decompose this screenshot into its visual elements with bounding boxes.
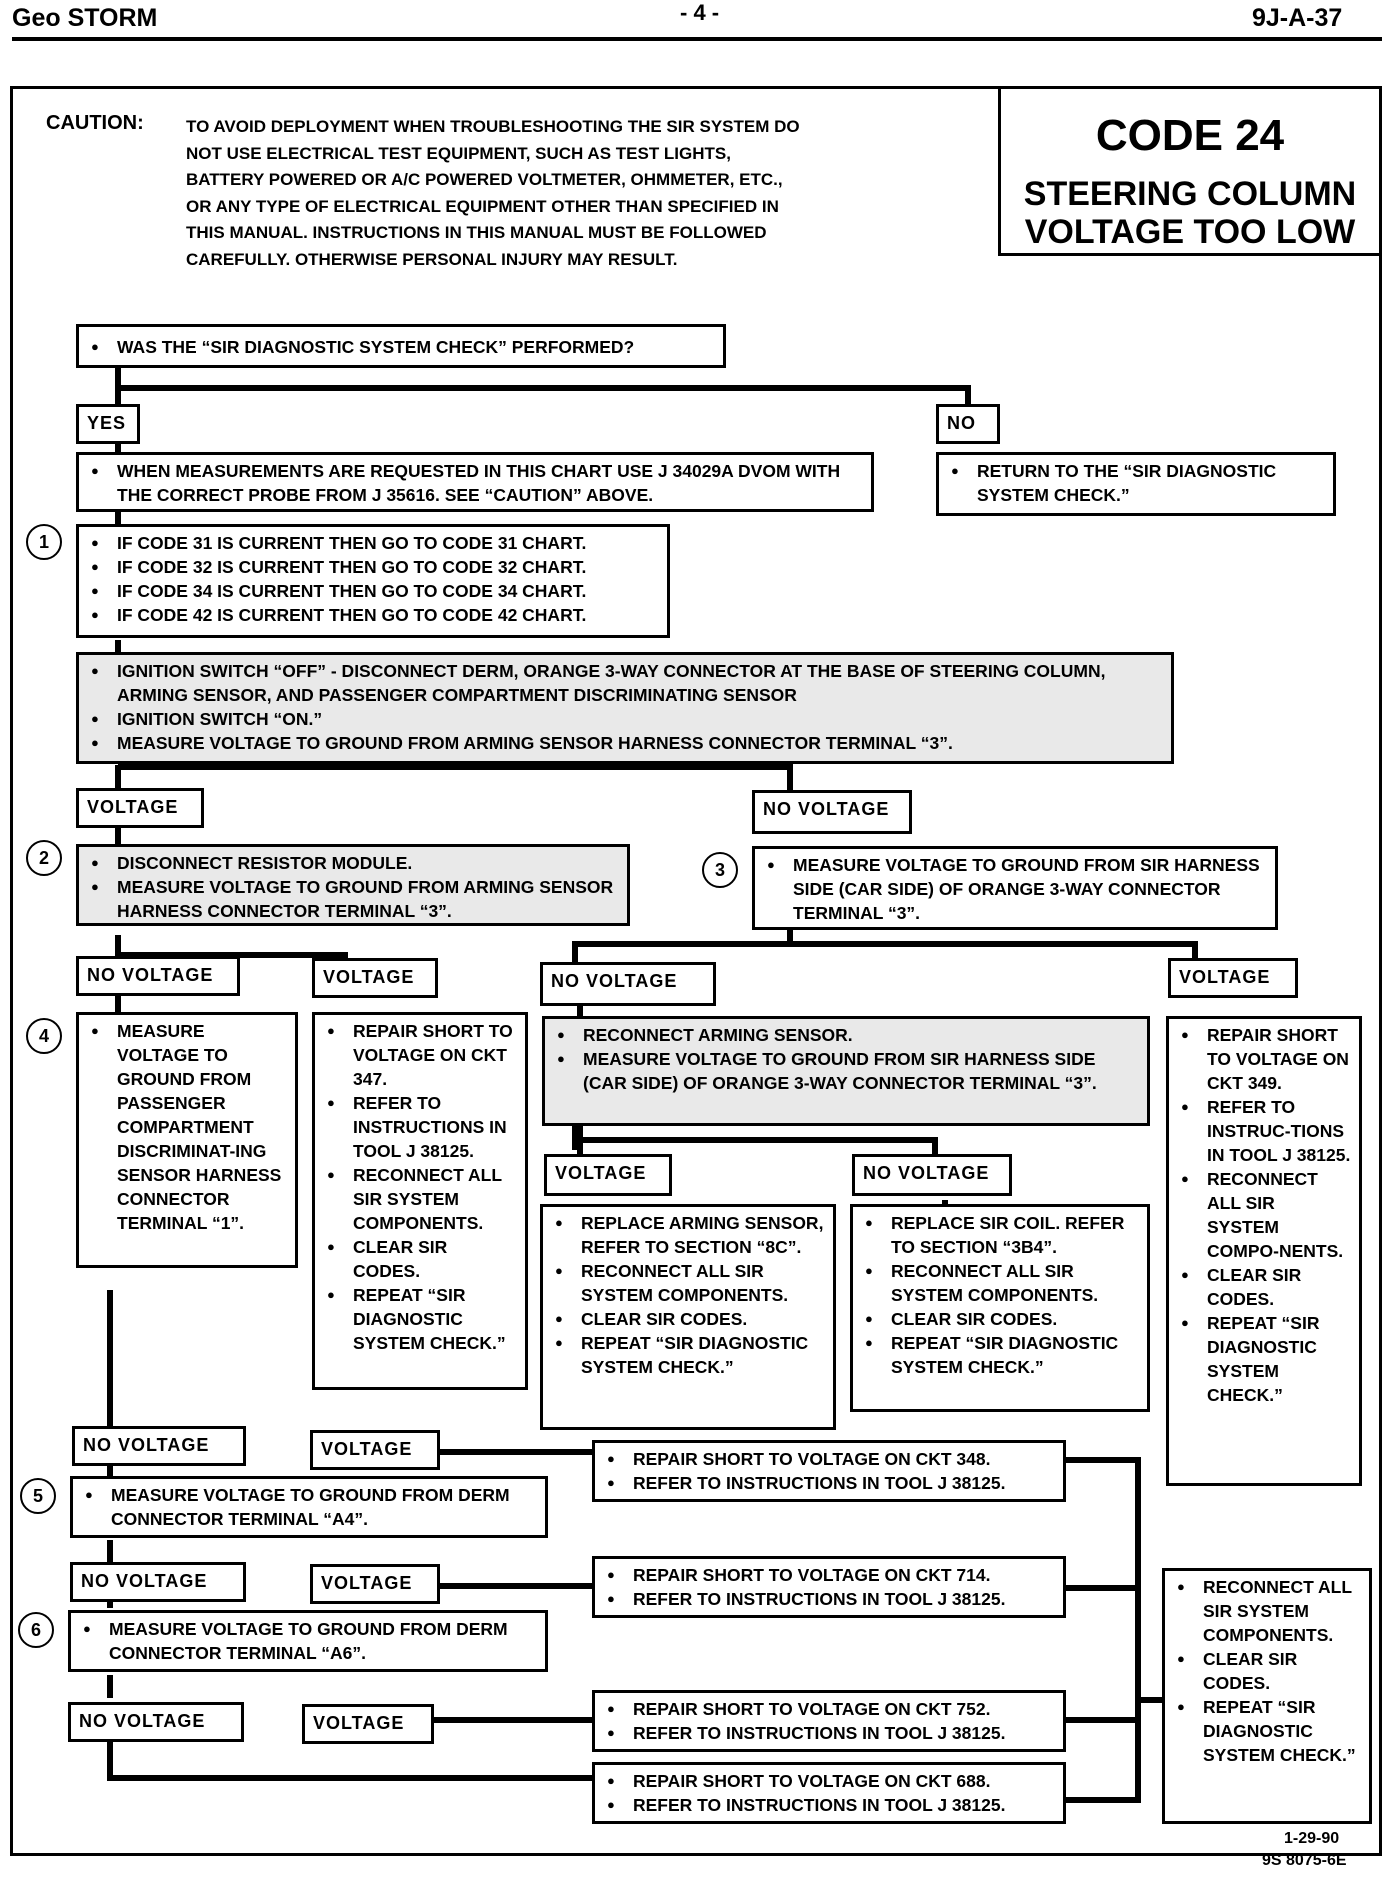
step2-box: ● DISCONNECT RESISTOR MODULE. ● MEASURE VOLTAGE TO GROUND FROM ARMING SENSOR HARNESS CONNECTOR TERMINAL “3”. (76, 844, 630, 926)
voltage-label-a: VOLTAGE (76, 788, 204, 828)
repair-ckt714-box: ● REPAIR SHORT TO VOLTAGE ON CKT 714. ● REFER TO INSTRUCTIONS IN TOOL J 38125. (592, 1556, 1066, 1618)
code-description-line1: STEERING COLUMN (1023, 175, 1357, 213)
dvom-note-box: ● WHEN MEASUREMENTS ARE REQUESTED IN THIS CHART USE J 34029A DVOM WITH THE CORRECT PROBE FROM J 35616. SEE “CAUTION” ABOVE. (76, 452, 874, 512)
repair-ckt347-box: ● REPAIR SHORT TO VOLTAGE ON CKT 347. ● REFER TO INSTRUCTIONS IN TOOL J 38125. ● RECONNECT ALL SIR SYSTEM COMPONENTS. ● CLEAR SIR CODES. ● REPEAT “SIR DIAGNOSTIC SYSTEM CHECK.” (312, 1012, 528, 1390)
no-voltage-label-d: NO VOLTAGE (852, 1154, 1012, 1196)
repair-ckt688-box: ● REPAIR SHORT TO VOLTAGE ON CKT 688. ● REFER TO INSTRUCTIONS IN TOOL J 38125. (592, 1762, 1066, 1824)
repair-ckt752-box: ● REPAIR SHORT TO VOLTAGE ON CKT 752. ● REFER TO INSTRUCTIONS IN TOOL J 38125. (592, 1690, 1066, 1752)
step-circle-5: 5 (20, 1478, 56, 1514)
sir-check-question: ● WAS THE “SIR DIAGNOSTIC SYSTEM CHECK” PERFORMED? (76, 324, 726, 368)
header-page-number: - 4 - (680, 0, 720, 25)
footer-doc-code: 9S 8075-6E (1262, 1852, 1347, 1869)
voltage-label-g: VOLTAGE (302, 1704, 434, 1744)
header-section-code: 9J-A-37 (1252, 4, 1343, 32)
no-voltage-label-e: NO VOLTAGE (72, 1426, 246, 1466)
step-circle-3: 3 (702, 852, 738, 888)
voltage-label-d: VOLTAGE (544, 1154, 672, 1196)
no-voltage-label-a: NO VOLTAGE (752, 790, 912, 834)
yes-label: YES (76, 404, 140, 444)
footer-date: 1-29-90 (1284, 1830, 1340, 1847)
step4-box: ● MEASURE VOLTAGE TO GROUND FROM PASSENGER COMPARTMENT DISCRIMINAT-ING SENSOR HARNESS CONNECTOR TERMINAL “1”. (76, 1012, 298, 1268)
step-circle-6: 6 (18, 1612, 54, 1648)
voltage-label-b: VOLTAGE (312, 958, 438, 998)
step-circle-2: 2 (26, 840, 62, 876)
step5-box: ● MEASURE VOLTAGE TO GROUND FROM DERM CONNECTOR TERMINAL “A4”. (70, 1476, 548, 1538)
no-voltage-label-c: NO VOLTAGE (540, 962, 716, 1006)
replace-sir-coil-box: ● REPLACE SIR COIL. REFER TO SECTION “3B4”. ● RECONNECT ALL SIR SYSTEM COMPONENTS. ● CLEAR SIR CODES. ● REPEAT “SIR DIAGNOSTIC SYSTEM CHECK.” (850, 1204, 1150, 1412)
voltage-label-f: VOLTAGE (310, 1564, 440, 1604)
voltage-label-c: VOLTAGE (1168, 958, 1298, 998)
header-model: Geo STORM (12, 4, 158, 32)
no-voltage-label-f: NO VOLTAGE (70, 1562, 246, 1602)
no-voltage-label-g: NO VOLTAGE (68, 1702, 244, 1742)
final-reconnect-box: ● RECONNECT ALL SIR SYSTEM COMPONENTS. ● CLEAR SIR CODES. ● REPEAT “SIR DIAGNOSTIC SYSTEM CHECK.” (1162, 1568, 1372, 1824)
return-check-box: ● RETURN TO THE “SIR DIAGNOSTIC SYSTEM CHECK.” (936, 452, 1336, 516)
replace-arming-box: ● REPLACE ARMING SENSOR, REFER TO SECTION “8C”. ● RECONNECT ALL SIR SYSTEM COMPONENTS. ● CLEAR SIR CODES. ● REPEAT “SIR DIAGNOSTIC SYSTEM CHECK.” (540, 1204, 836, 1430)
code-title-box (998, 86, 1382, 256)
caution-text: TO AVOID DEPLOYMENT WHEN TROUBLESHOOTING THE SIR SYSTEM DO NOT USE ELECTRICAL TEST EQUIPMENT, SUCH AS TEST LIGHTS, BATTERY POWERED OR A/C POWERED VOLTMETER, OHMMETER, ETC., OR ANY TYPE OF ELECTRICAL EQUIPMENT OTHER THAN SPECIFIED IN THIS MANUAL. INSTRUCTIONS IN THIS MANUAL MUST BE FOLLOWED CAREFULLY. OTHERWISE PERSONAL INJURY MAY RESULT. (186, 117, 800, 269)
repair-ckt348-box: ● REPAIR SHORT TO VOLTAGE ON CKT 348. ● REFER TO INSTRUCTIONS IN TOOL J 38125. (592, 1440, 1066, 1502)
reconnect-arming-box: ● RECONNECT ARMING SENSOR. ● MEASURE VOLTAGE TO GROUND FROM SIR HARNESS SIDE (CAR SIDE) OF ORANGE 3-WAY CONNECTOR TERMINAL “3”. (542, 1016, 1150, 1126)
step-circle-1: 1 (26, 524, 62, 560)
caution-label: CAUTION: (46, 112, 144, 134)
step1-code-box: ● IF CODE 31 IS CURRENT THEN GO TO CODE 31 CHART. ● IF CODE 32 IS CURRENT THEN GO TO CODE 32 CHART. ● IF CODE 34 IS CURRENT THEN GO TO CODE 34 CHART. ● IF CODE 42 IS CURRENT THEN GO TO CODE 42 CHART. (76, 524, 670, 638)
step3-box: ● MEASURE VOLTAGE TO GROUND FROM SIR HARNESS SIDE (CAR SIDE) OF ORANGE 3-WAY CONNECTOR TERMINAL “3”. (752, 846, 1278, 930)
step-circle-4: 4 (26, 1018, 62, 1054)
repair-ckt349-box: ● REPAIR SHORT TO VOLTAGE ON CKT 349. ● REFER TO INSTRUC-TIONS IN TOOL J 38125. ● RECONNECT ALL SIR SYSTEM COMPO-NENTS. ● CLEAR SIR CODES. ● REPEAT “SIR DIAGNOSTIC SYSTEM CHECK.” (1166, 1016, 1362, 1486)
no-voltage-label-b: NO VOLTAGE (76, 956, 240, 996)
ignition-measure-box: ● IGNITION SWITCH “OFF” - DISCONNECT DERM, ORANGE 3-WAY CONNECTOR AT THE BASE OF STEERING COLUMN, ARMING SENSOR, AND PASSENGER COMPARTMENT DISCRIMINATING SENSOR ● IGNITION SWITCH “ON.” ● MEASURE VOLTAGE TO GROUND FROM ARMING SENSOR HARNESS CONNECTOR TERMINAL “3”. (76, 652, 1174, 764)
code-description-line2: VOLTAGE TOO LOW (1024, 213, 1356, 251)
voltage-label-e: VOLTAGE (310, 1430, 440, 1470)
code-number: CODE 24 (1095, 111, 1285, 160)
no-label: NO (936, 404, 1000, 444)
step6-box: ● MEASURE VOLTAGE TO GROUND FROM DERM CONNECTOR TERMINAL “A6”. (68, 1610, 548, 1672)
